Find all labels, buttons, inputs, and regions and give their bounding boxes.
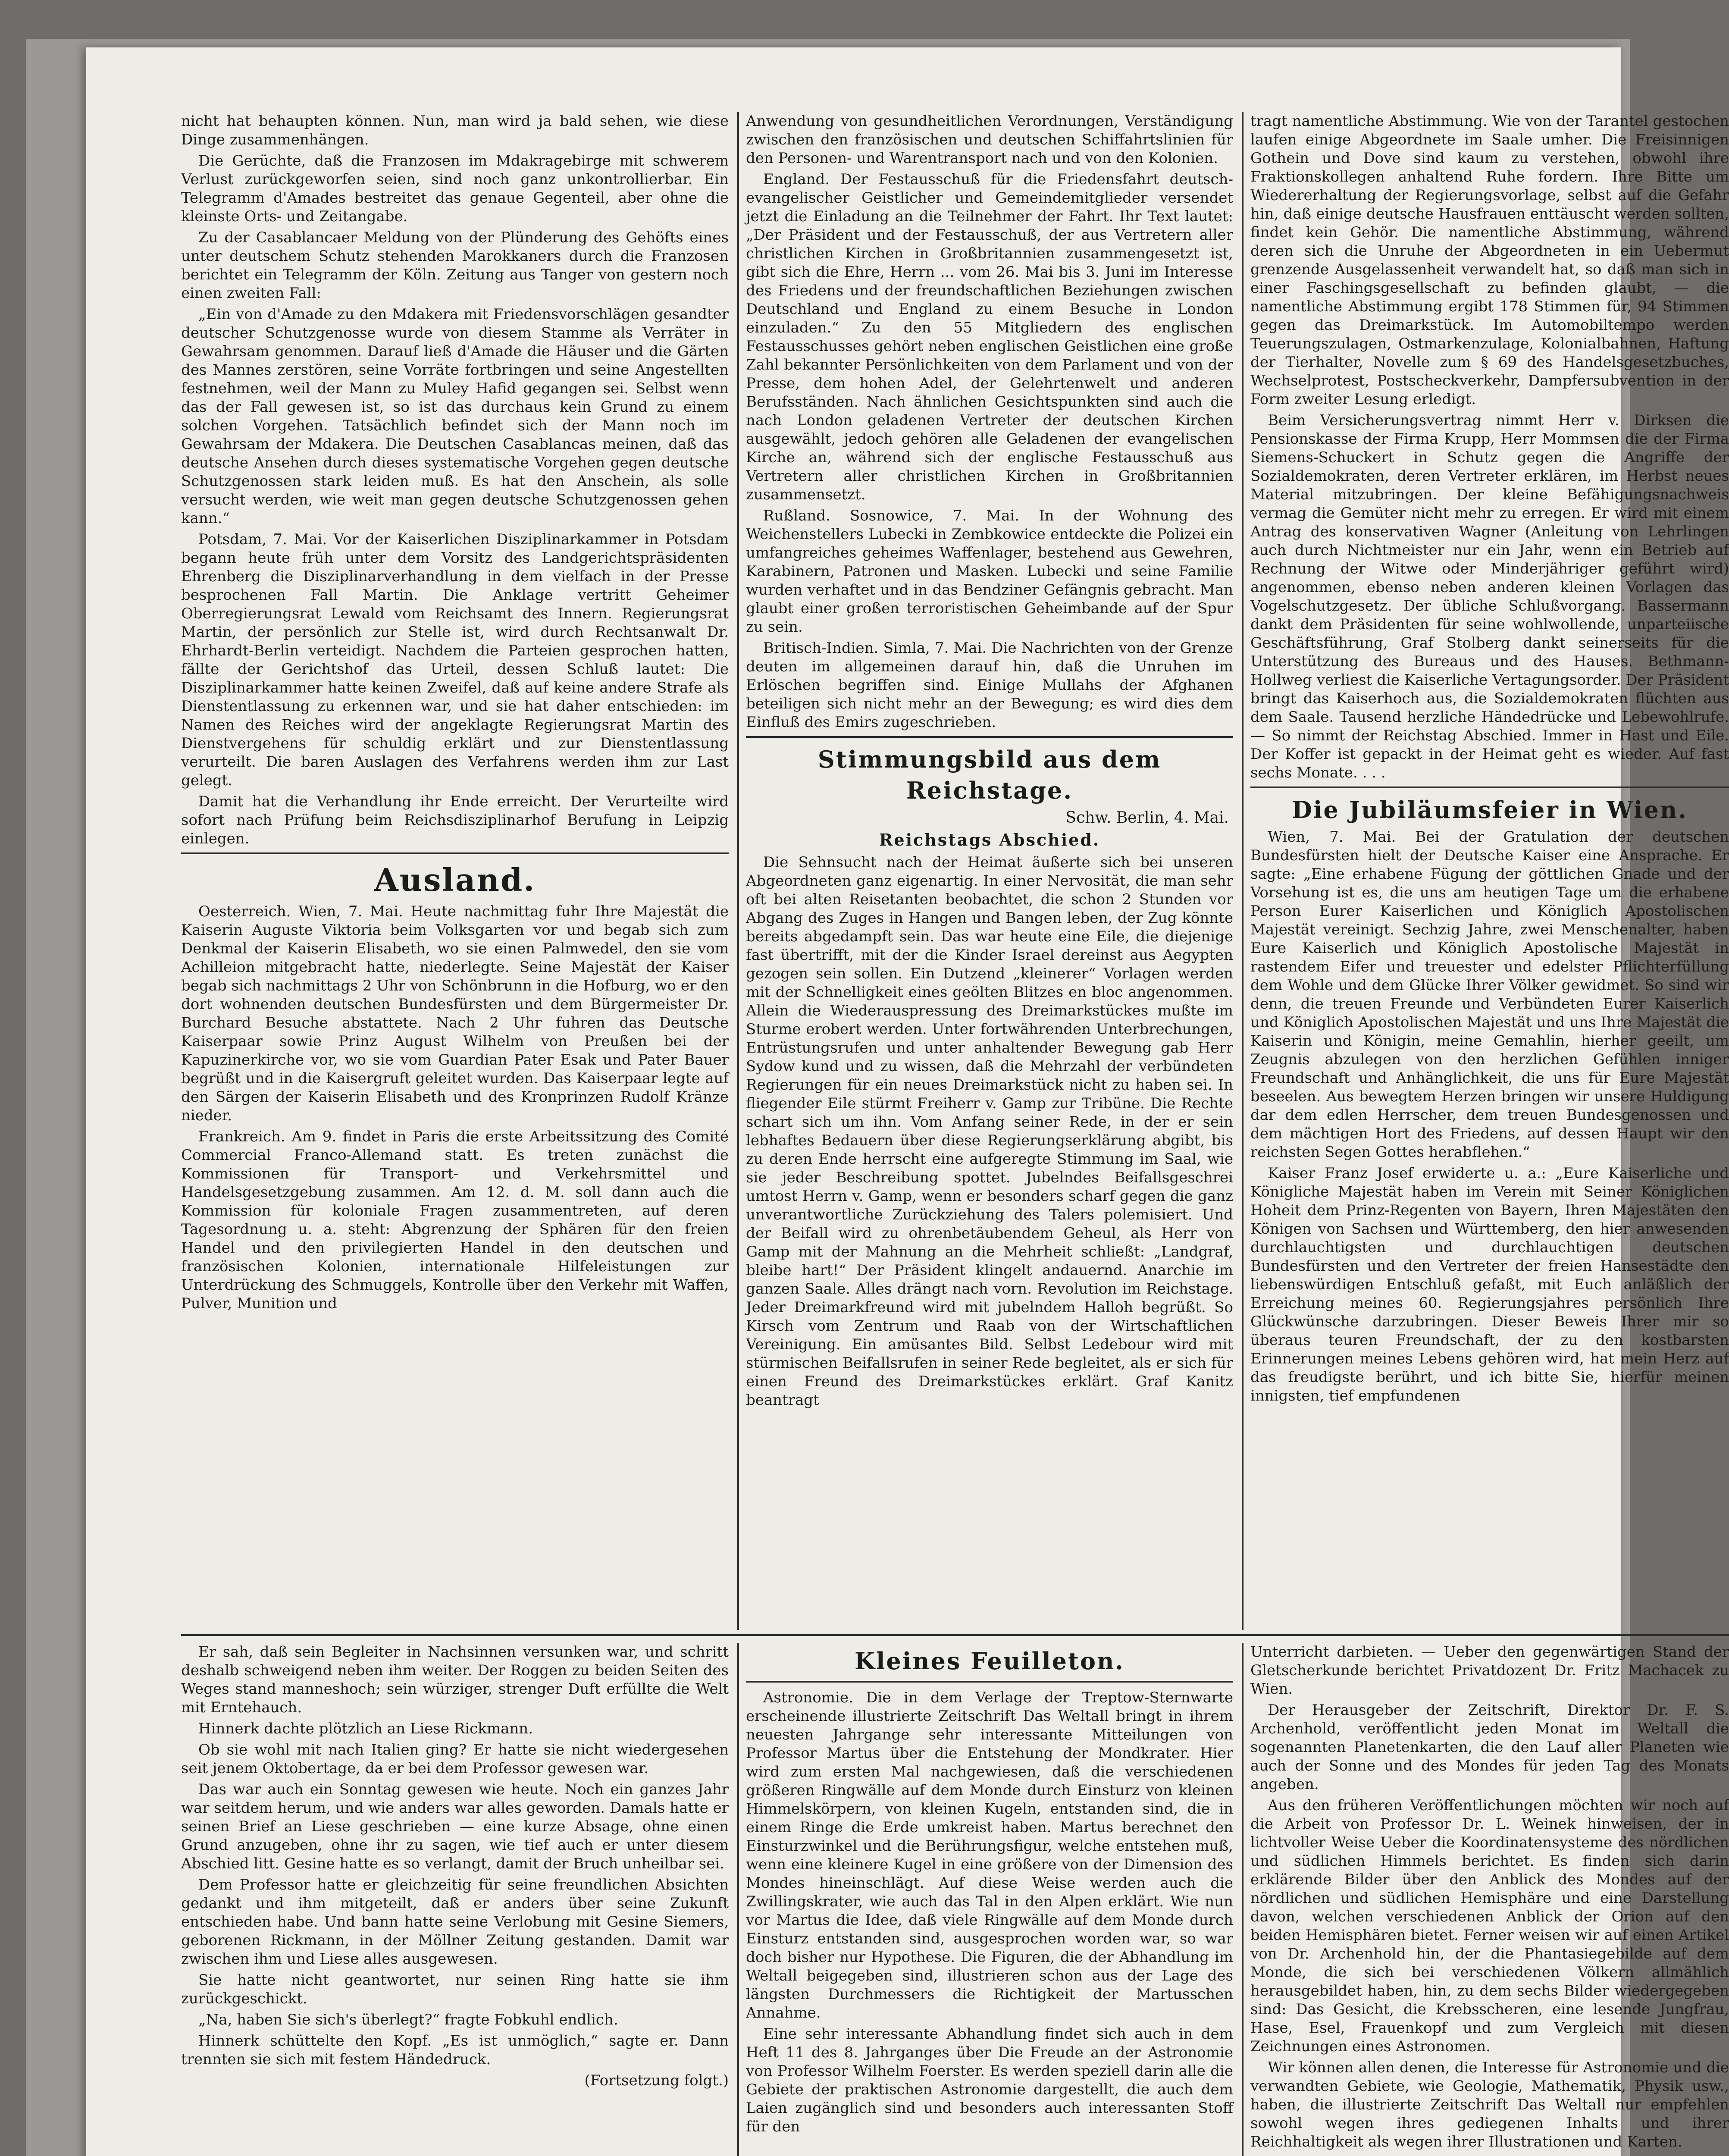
section-divider <box>746 736 1233 738</box>
column-3 <box>1250 112 1729 1408</box>
paragraph: tragt namentliche Abstimmung. Wie von der Tarantel gestochen laufen einige Abgeordnete im Saale umher. Die Freisinnigen Gothein und Dove sind kaum zu verstehen, obwohl ihre Fraktionskollegen anhaltend Ruhe fordern. Ihre Bitte um Wiedererhaltung der Regierungsvorlage, selbst auf die Gefahr hin, daß einige deutsche Hausfrauen enttäuscht werden sollten, findet kein Gehör. Die namentliche Abstimmung, während deren sich die Unruhe der Abgeordneten in ein Uebermut grenzende Ausgelassenheit verwandelt hat, so daß man sich in einer Faschingsgesellschaft zu befinden glaubt, — die namentliche Abstimmung ergibt 178 Stimmen für, 94 Stimmen gegen das Dreimarkstück. Im Automobiltempo werden Teuerungszulagen, Ostmarkenzulage, Kolonialbahnen, Haftung der Tierhalter, Novelle zum § 69 des Handelsgesetzbuches, Wechselprotest, Postscheckverkehr, Dampfersubvention in der Form zweiter Lesung erledigt. <box>1250 113 1729 408</box>
paragraph: Damit hat die Verhandlung ihr Ende erreicht. Der Verurteilte wird sofort nach Prüfung beim Reichsdisziplinarhof Berufung in Leipzig einlegen. <box>181 793 729 847</box>
paragraph: Dem Professor hatte er gleichzeitig für seine freundlichen Absichten gedankt und ihm mitgeteilt, daß er anders über seine Zukunft entschieden habe. Und bann hatte seine Verlobung mit Gesine Siemers, geborenen Rickmann, in der Möllner Zeitung gestanden. Damit war zwischen ihm und Liese alles ausgewesen. <box>181 1876 729 1968</box>
paragraph: Frankreich. Am 9. findet in Paris die erste Arbeitssitzung des Comité Commercial Franco-Allemand statt. Es treten zunächst die Kommissionen für Transport- und Verkehrsmittel und Handelsgesetzgebung zusammen. Am 12. d. M. soll dann auch die Kommission für koloniale Fragen zusammentreten, auf deren Tagesordnung u. a. steht: Abgrenzung der Sphären für den freien Handel und den privilegierten Handel in den deutschen und französischen Kolonien, internationale Hilfeleistungen zur Unterdrückung des Schmuggels, Kontrolle über den Verkehr mit Waffen, Pulver, Munition und <box>181 1128 729 1312</box>
paragraph: Astronomie. Die in dem Verlage der Treptow-Sternwarte erscheinende illustrierte Zeitschrift Das Weltall bringt in ihrem neuesten Jahrgange sehr interessante Mitteilungen von Professor Martus über die Entstehung der Mondkrater. Hier wird zum ersten Mal nachgewiesen, daß die verschiedenen größeren Ringwälle auf dem Monde durch Einsturz von kleinen Himmelskörpern, von kleinen Kugeln, entstanden sind, die in einem Ringe die Erde umkreist haben. Martus berechnet den Einsturzwinkel und die Berührungsfigur, welche entstehen muß, wenn eine kleinere Kugel in eine größere von der Dimension des Mondes hineinschlägt. Auf diese Weise werden auch die Zwillingskrater, wie auch das Tal in den Alpen erklärt. Wie nun vor Martus die Idee, daß viele Ringwälle auf dem Monde durch Einsturz entstanden sind, ausgesprochen worden war, so war doch bisher nur Hypothese. Die Figuren, die der Abhandlung im Weltall beigegeben sind, illustrieren schon aus der Lage des längsten Durchmessers die Richtigkeit der Martusschen Annahme. <box>746 1689 1233 2021</box>
feuilleton-divider <box>181 1634 1729 1636</box>
paragraph: Eine sehr interessante Abhandlung findet sich auch in dem Heft 11 des 8. Jahrganges über Die Freude an der Astronomie von Professor Wilhelm Foerster. Es werden speziell darin alle die Gebiete der praktischen Astronomie dargestellt, die auch dem Laien zugänglich sind und besonders auch interessanten Stoff für den <box>746 2025 1233 2135</box>
paragraph: Britisch-Indien. Simla, 7. Mai. Die Nachrichten von der Grenze deuten im allgemeinen darauf hin, daß die Unruhen im Erlöschen begriffen sind. Einige Mullahs der Afghanen beteiligen sich nicht mehr an der Bewegung; es wird dies dem Einfluß des Emirs zugeschrieben. <box>746 639 1233 731</box>
paragraph: England. Der Festausschuß für die Friedensfahrt deutsch-evangelischer Geistlicher und Gemeindemitglieder versendet jetzt die Einladung an die Teilnehmer der Fahrt. Ihr Text lautet: „Der Präsident und der Festausschuß, der aus Vertretern aller christlichen Kirchen in Großbritannien zusammengesetzt ist, gibt sich die Ehre, Herrn ... vom 26. Mai bis 3. Juni im Interesse des Friedens und der freundschaftlichen Beziehungen zwischen Deutschland und England zu einem Besuche in London einzuladen.“ Zu den 55 Mitgliedern des englischen Festausschusses gehört neben englischen Geistlichen eine große Zahl bekannter Persönlichkeiten von dem Parlament und von der Presse, dem hohen Adel, der Gelehrtenwelt und anderen Berufsständen. Nach ähnlichen Gesichtspunkten sind auch die nach London geladenen Vertreter der deutschen Kirchen ausgewählt, jedoch gehören alle Geladenen der evangelischen Kirche an, während sich der englische Festausschuß aus Vertretern aller christlichen Kirchen in Großbritannien zusammensetzt. <box>746 171 1233 503</box>
column-divider <box>737 1643 739 2156</box>
heading-rule <box>746 1681 1233 1683</box>
paragraph: Ob sie wohl mit nach Italien ging? Er hatte sie nicht wiedergesehen seit jenem Oktobertage, da er bei dem Professor gewesen war. <box>181 1741 729 1777</box>
paragraph: Hinnerk dachte plötzlich an Liese Rickmann. <box>198 1720 533 1737</box>
paragraph: Potsdam, 7. Mai. Vor der Kaiserlichen Disziplinarkammer in Potsdam begann heute früh unter dem Vorsitz des Landgerichtspräsidenten Ehrenberg die Disziplinarverhandlung in dem vielfach in der Presse besprochenen Fall Martin. Die Anklage vertritt Geheimer Oberregierungsrat Lewald vom Reichsamt des Innern. Regierungsrat Martin, der persönlich zur Stelle ist, wird durch Rechtsanwalt Dr. Ehrhardt-Berlin verteidigt. Nachdem die Parteien gesprochen hatten, fällte der Gerichtshof das Urteil, dessen Schluß lautet: Die Disziplinarkammer hatte keinen Zweifel, daß auf keine andere Strafe als Dienstentlassung zu erkennen war, und sie hat daher entschieden: im Namen des Reiches wird der angeklagte Regierungsrat Martin des Dienstvergehens für schuldig erklärt und zur Dienstentlassung verurteilt. Die baren Auslagen des Verfahrens werden ihm zur Last gelegt. <box>181 531 729 789</box>
paragraph: Sie hatte nicht geantwortet, nur seinen Ring hatte sie ihm zurückgeschickt. <box>181 1971 729 2007</box>
paragraph: Das war auch ein Sonntag gewesen wie heute. Noch ein ganzes Jahr war seitdem herum, und wie anders war alles geworden. Damals hatte er seinen Brief an Liese geschrieben — eine kurze Absage, ohne einen Grund anzugeben, ohne ihr zu sagen, wie tief auch er unter diesem Abschied litt. Gesine hatte es so verlangt, damit der Bruch unheilbar sei. <box>181 1781 729 1872</box>
paragraph: Aus den früheren Veröffentlichungen möchten wir noch auf die Arbeit von Professor Dr. L. Weinek hinweisen, der in lichtvoller Weise Ueber die Koordinatensysteme des nördlichen und südlichen Himmels berichtet. Es finden sich darin erklärende Bilder über den Anblick des Mondes auf der nördlichen und südlichen Hemisphäre und eine Darstellung davon, welchen verschiedenen Anblick der Orion auf den beiden Hemisphären bietet. Ferner weisen wir auf einen Artikel von Dr. Archenhold hin, der die Phantasiegebilde auf dem Monde, die sich bei verschiedenen Völkern allmählich herausgebildet haben, hin, zu dem sechs Bilder wiedergegeben sind: Das Gesicht, die Krebsscheren, eine lesende Jungfrau, Hase, Esel, Frauenkopf und zum Vergleich mit diesen Zeichnungen eines Astronomen. <box>1250 1797 1729 2055</box>
section-heading-feuilleton: Kleines Feuilleton. <box>854 1647 1125 1675</box>
paragraph: Hinnerk schüttelte den Kopf. „Es ist unmöglich,“ sagte er. Dann trennten sie sich mit festem Händedruck. <box>181 2032 729 2068</box>
column-divider <box>1242 1643 1244 2156</box>
paragraph: Kaiser Franz Josef erwiderte u. a.: „Eure Kaiserliche und Königliche Majestät haben im Verein mit Seiner Königlichen Hoheit dem Prinz-Regenten von Bayern, Ihren Majestäten den Königen von Sachsen und Württemberg, den hier anwesenden durchlauchtigsten und durchlauchtigen deutschen Bundesfürsten und den Vertreter der freien Hansestädte den liebenswürdigen Entschluß gefaßt, mit Euch anläßlich der Erreichung meines 60. Regierungsjahres persönlich Ihre Glückwünsche darzubringen. Dieser Beweis Ihrer mir so überaus teuren Freundschaft, der zu den kostbarsten Erinnerungen meines Lebens gehören wird, hat mein Herz auf das freudigste berührt, und ich bitte Sie, hierfür meinen innigsten, tief empfundenen <box>1250 1165 1729 1404</box>
section-divider <box>1250 787 1729 788</box>
paragraph: Die Gerüchte, daß die Franzosen im Mdakragebirge mit schwerem Verlust zurückgeworfen seien, sind noch ganz unkontrollierbar. Ein Telegramm d'Amades bestreitet das genaue Gegenteil, aber ohne die kleinste Orts- und Zeitangabe. <box>181 152 729 225</box>
section-heading-jubilaeum: Die Jubiläumsfeier in Wien. <box>1292 796 1688 824</box>
paragraph: Der Herausgeber der Zeitschrift, Direktor Dr. F. S. Archenhold, veröffentlicht jeden Monat im Weltall die sogenannten Planetenkarten, die den Lauf aller Planeten wie auch der Sonne und des Mondes für jeden Tag des Monats angeben. <box>1250 1702 1729 1793</box>
section-divider <box>181 852 729 854</box>
paragraph: Er sah, daß sein Begleiter in Nachsinnen versunken war, und schritt deshalb schweigend neben ihm weiter. Der Roggen zu beiden Seiten des Weges stand manneshoch; sein würziger, strenger Duft erfüllte die Welt mit Erntehauch. <box>181 1643 729 1716</box>
paragraph: nicht hat behaupten können. Nun, man wird ja bald sehen, wie diese Dinge zusammenhängen. <box>181 113 729 148</box>
paragraph: Wir können allen denen, die Interesse für Astronomie und die verwandten Gebiete, wie Geologie, Mathematik, Physik usw., haben, die illustrierte Zeitschrift Das Weltall nur empfehlen sowohl wegen ihres gediegenen Inhalts und ihrer Reichhaltigkeit als wegen ihrer Illustrationen und Karten. <box>1250 2059 1729 2150</box>
column-2 <box>746 112 1233 1412</box>
dateline: Schw. Berlin, 4. Mai. <box>1065 809 1229 827</box>
column-divider <box>737 112 739 1630</box>
subheading: Reichstags Abschied. <box>879 830 1100 849</box>
paragraph: Beim Versicherungsvertrag nimmt Herr v. Dirksen die Pensionskasse der Firma Krupp, Herr Mommsen die der Firma Siemens-Schuckert in Schutz gegen die Angriffe der Sozialdemokraten, deren Vertreter erklären, im Herbst neues Material mitzubringen. Der kleine Befähigungsnachweis vermag die Gemüter nicht mehr zu erregen. Er wird mit einem Antrag des konservativen Wagner (Anleitung von Lehrlingen auch durch Nichtmeister nur ein Jahr, wenn ein Betrieb auf Rechnung der Witwe oder Minderjähriger geführt wird) angenommen, ebenso neben anderen kleinen Vorlagen das Vogelschutzgesetz. Der übliche Schlußvorgang. Bassermann dankt dem Präsidenten für seine wohlwollende, unparteiische Geschäftsführung, Graf Stolberg dankt seinerseits für die Unterstützung des Bureaus und des Hauses. Bethmann-Hollweg verliest die Kaiserliche Vertagungsorder. Der Präsident bringt das Kaiserhoch aus, die Sozialdemokraten flüchten aus dem Saale. Tausend herzliche Händedrücke und Lebewohlrufe. — So nimmt der Reichstag Abschied. Immer in Hast und Eile. Der Koffer ist gepackt in der Heimat geht es wieder. Auf fast sechs Monate. . . . <box>1250 412 1729 781</box>
feuilleton-column-2 <box>746 1643 1233 2139</box>
paragraph: Oesterreich. Wien, 7. Mai. Heute nachmittag fuhr Ihre Majestät die Kaiserin Auguste Viktoria beim Volksgarten vor und begab sich zum Denkmal der Kaiserin Elisabeth, wo sie einen Palmwedel, den sie vom Achilleion mitgebracht hatte, niederlegte. Seine Majestät der Kaiser begab sich nachmittags 2 Uhr von Schönbrunn in die Hofburg, wo er den dort wohnenden deutschen Bundesfürsten und dem Bürgermeister Dr. Burchard Besuche abstattete. Nach 2 Uhr fuhren das Deutsche Kaiserpaar sowie Prinz August Wilhelm von Preußen bei der Kapuzinerkirche vor, wo sie vom Guardian Pater Esak und Pater Bauer begrüßt und in die Kaisergruft geleitet wurden. Das Kaiserpaar legte auf den Särgen der Kaiserin Elisabeth und des Kronprinzen Rudolf Kränze nieder. <box>181 903 729 1124</box>
paragraph: Rußland. Sosnowice, 7. Mai. In der Wohnung des Weichenstellers Lubecki in Zembkowice entdeckte die Polizei ein umfangreiches geheimes Waffenlager, bestehend aus Gewehren, Karabinern, Patronen und Masken. Lubecki und seine Familie wurden verhaftet und in das Bendziner Gefängnis gebracht. Man glaubt einer großen terroristischen Geheimbande auf der Spur zu sein. <box>746 507 1233 636</box>
paragraph: „Ein von d'Amade zu den Mdakera mit Friedensvorschlägen gesandter deutscher Schutzgenosse wurde von diesem Stamme als Verräter in Gewahrsam genommen. Darauf ließ d'Amade die Häuser und die Gärten des Mannes zerstören, seine Vorräte fortbringen und seine Angestellten festnehmen, weil der Mann zu Muley Hafid gegangen sei. Selbst wenn das der Fall gewesen ist, so ist das durchaus kein Grund zu einem solchen Vorgehen. Tatsächlich befindet sich der Mann noch im Gewahrsam der Mdakera. Die Deutschen Casablancas meinen, daß das deutsche Ansehen durch dieses systematische Vorgehen gegen deutsche Schutzgenossen stark leiden muß. Es hat den Anschein, als solle versucht werden, wie weit man gegen deutsche Schutzgenossen gehen kann.“ <box>181 306 729 527</box>
newspaper-page <box>86 47 1729 2156</box>
paragraph: Wien, 7. Mai. Bei der Gratulation der deutschen Bundesfürsten hielt der Deutsche Kaiser eine Ansprache. Er sagte: „Eine erhabene Fügung der göttlichen Gnade und der Vorsehung ist es, die uns am heutigen Tage um die erhabene Person Eurer Kaiserlichen und Königlich Apostolischen Majestät vereinigt. Sechzig Jahre, zwei Menschenalter, haben Eure Kaiserlich und Königlich Apostolische Majestät in rastendem Eifer und treuester und edelster Pflichterfüllung dem Wohle und dem Glücke Ihrer Völker gewidmet. So sind wir denn, die treuen Freunde und Verbündeten Eurer Kaiserlich und Königlich Apostolischen Majestät und uns Ihre Majestät die Kaiserin und Königin, meine Gemahlin, hierher geeilt, um Zeugnis abzulegen von den herzlichen Gefühlen inniger Freundschaft und Anhänglichkeit, die uns für Eure Majestät beseelen. Aus bewegtem Herzen bringen wir unsere Huldigung dar dem edlen Herrscher, dem treuen Bundesgenossen und dem mächtigen Hort des Friedens, auf dessen Haupt wir den reichsten Segen Gottes herabflehen.“ <box>1250 828 1729 1161</box>
section-heading-ausland: Ausland. <box>374 862 536 898</box>
feuilleton-column-1 <box>181 1643 729 2093</box>
paragraph: Anwendung von gesundheitlichen Verordnungen, Verständigung zwischen den französischen und deutschen Schiffahrtslinien für den Personen- und Warentransport nach und von den Kolonien. <box>746 113 1233 167</box>
column-divider <box>1242 112 1244 1630</box>
continuation-note: (Fortsetzung folgt.) <box>584 2072 729 2089</box>
section-heading-reichstag: Stimmungsbild aus dem Reichstage. <box>818 746 1162 804</box>
feuilleton-column-3 <box>1250 1643 1729 2154</box>
paragraph: Zu der Casablancaer Meldung von der Plünderung des Gehöfts eines unter deutschem Schutz stehenden Marokkaners durch die Franzosen berichtet ein Telegramm der Köln. Zeitung aus Tanger von gestern noch einen zweiten Fall: <box>181 229 729 302</box>
column-1 <box>181 112 729 1316</box>
paragraph: Unterricht darbieten. — Ueber den gegenwärtigen Stand der Gletscherkunde berichtet Privatdozent Dr. Fritz Machacek zu Wien. <box>1250 1643 1729 1698</box>
paragraph: „Na, haben Sie sich's überlegt?“ fragte Fobkuhl endlich. <box>198 2011 618 2028</box>
paragraph: Die Sehnsucht nach der Heimat äußerte sich bei unseren Abgeordneten ganz eigenartig. In einer Nervosität, die man sehr oft bei alten Reisetanten beobachtet, die schon 2 Stunden vor Abgang des Zuges in Hangen und Bangen leben, der Zug könnte bereits abgedampft sein. Das war heute eine Eile, die diejenige fast übertrifft, mit der die Kinder Israel dereinst aus Aegypten gezogen sein sollen. Ein Dutzend „kleinerer“ Vorlagen werden mit der Schnelligkeit eines geölten Blitzes en bloc angenommen. Allein die Wiederauspressung des Dreimarkstückes mußte im Sturme erobert werden. Unter fortwährenden Unterbrechungen, Entrüstungsrufen und unter anhaltender Bewegung gab Herr Sydow kund und zu wissen, daß die Mehrzahl der verbündeten Regierungen für ein neues Dreimarkstück nicht zu haben sei. In fliegender Eile stürmt Freiherr v. Gamp zur Tribüne. Die Rechte schart sich um ihn. Vom Anfang seiner Rede, in der er sein lebhaftes Bedauern über diese Regierungserklärung abgibt, bis zu deren Ende herrscht eine aufgeregte Stimmung im Saal, wie sie jeder Beschreibung spottet. Jubelndes Beifallsgeschrei umtost Herrn v. Gamp, wenn er besonders scharf gegen die ganz unverantwortliche Zurückziehung des Talers polemisiert. Und der Beifall wird zu ohrenbetäubendem Geheul, als Herr von Gamp mit der Mahnung an die Mehrheit schließt: „Landgraf, bleibe hart!“ Der Präsident klingelt andauernd. Anarchie im ganzen Saale. Alles drängt nach vorn. Revolution im Reichstage. Jeder Dreimarkfreund wird mit jubelndem Halloh begrüßt. So Kirsch vom Zentrum und Raab von der Wirtschaftlichen Vereinigung. Ein amüsantes Bild. Selbst Ledebour wird mit stürmischen Beifallsrufen in seiner Rede begleitet, als er sich für einen Freund des Dreimarkstückes erklärt. Graf Kanitz beantragt <box>746 854 1233 1409</box>
